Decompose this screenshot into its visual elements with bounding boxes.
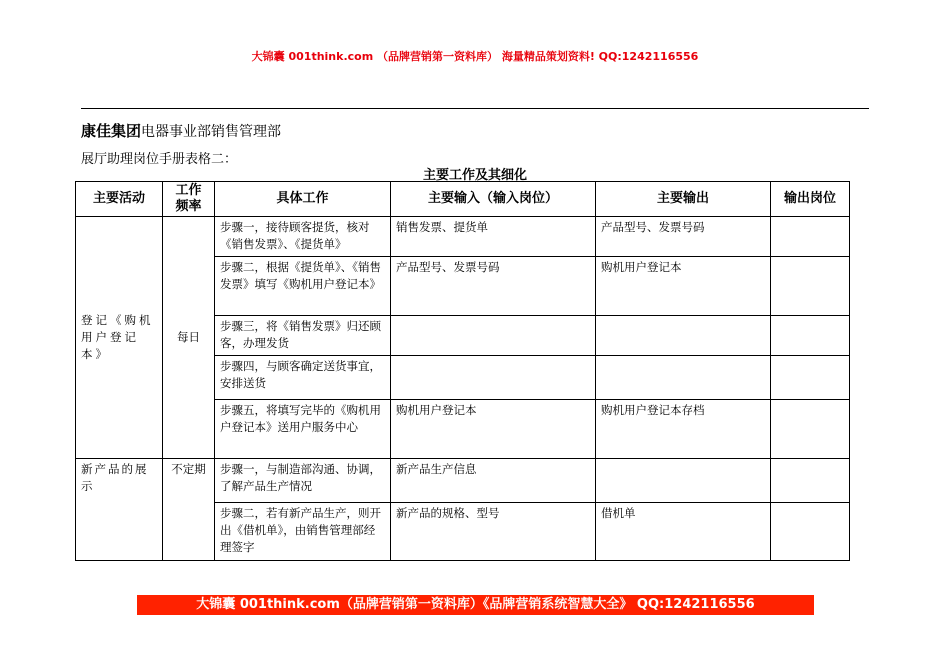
output-cell: [596, 316, 771, 356]
output-cell: 购机用户登记本: [596, 257, 771, 316]
task-cell: 步骤一，与制造部沟通、协调，了解产品生产情况: [215, 459, 391, 503]
table-row: [76, 459, 850, 503]
output-cell: [596, 356, 771, 400]
frequency-cell: 每日: [163, 217, 215, 459]
output-cell: 购机用户登记本存档: [596, 400, 771, 459]
header-task: 具体工作: [215, 182, 391, 217]
header-input: 主要输入（输入岗位）: [391, 182, 596, 217]
input-cell: 购机用户登记本: [391, 400, 596, 459]
task-cell: 步骤一，接待顾客提货，核对《销售发票》、《提货单》: [215, 217, 391, 257]
work-table: [75, 181, 850, 561]
output-cell: 借机单: [596, 503, 771, 561]
input-cell: 新产品的规格、型号: [391, 503, 596, 561]
input-cell: [391, 356, 596, 400]
post-cell: [771, 400, 850, 459]
activity-cell: 登记《购机用户登记本》: [76, 217, 163, 459]
post-cell: [771, 257, 850, 316]
header-frequency: 工作频率: [163, 182, 215, 217]
post-cell: [771, 459, 850, 503]
input-cell: 新产品生产信息: [391, 459, 596, 503]
output-cell: [596, 459, 771, 503]
header-activity: 主要活动: [76, 182, 163, 217]
output-cell: 产品型号、发票号码: [596, 217, 771, 257]
task-cell: 步骤二，若有新产品生产，则开出《借机单》，由销售管理部经理签字: [215, 503, 391, 561]
post-cell: [771, 356, 850, 400]
company-heading: [81, 120, 281, 141]
input-cell: [391, 316, 596, 356]
post-cell: [771, 316, 850, 356]
table-row: [76, 217, 850, 257]
header-output: 主要输出: [596, 182, 771, 217]
top-banner: 大锦囊 001think.com （品牌营销第一资料库） 海量精品策划资料! QQ:1242116556: [251, 50, 699, 63]
frequency-cell: 不定期: [163, 459, 215, 561]
post-cell: [771, 217, 850, 257]
task-cell: 步骤二，根据《提货单》、《销售发票》填写《购机用户登记本》: [215, 257, 391, 316]
input-cell: 销售发票、提货单: [391, 217, 596, 257]
table-header-row: [76, 182, 850, 217]
post-cell: [771, 503, 850, 561]
task-cell: 步骤四，与顾客确定送货事宜，安排送货: [215, 356, 391, 400]
table-caption: 主要工作及其细化: [422, 168, 527, 183]
bottom-banner[interactable]: 大锦囊 001think.com（品牌营销第一资料库）《品牌营销系统智慧大全》 QQ:1242116556: [137, 595, 814, 615]
company-name: 康佳集团: [81, 122, 142, 140]
header-output-post: 输出岗位: [771, 182, 850, 217]
input-cell: 产品型号、发票号码: [391, 257, 596, 316]
task-cell: 步骤五，将填写完毕的《购机用户登记本》送用户服务中心: [215, 400, 391, 459]
department-name: 电器事业部销售管理部: [141, 124, 282, 140]
document-subtitle: 展厅助理岗位手册表格二：: [81, 152, 238, 167]
header-rule: [81, 108, 869, 109]
task-cell: 步骤三，将《销售发票》归还顾客，办理发货: [215, 316, 391, 356]
activity-cell: 新产品的展示: [76, 459, 163, 561]
